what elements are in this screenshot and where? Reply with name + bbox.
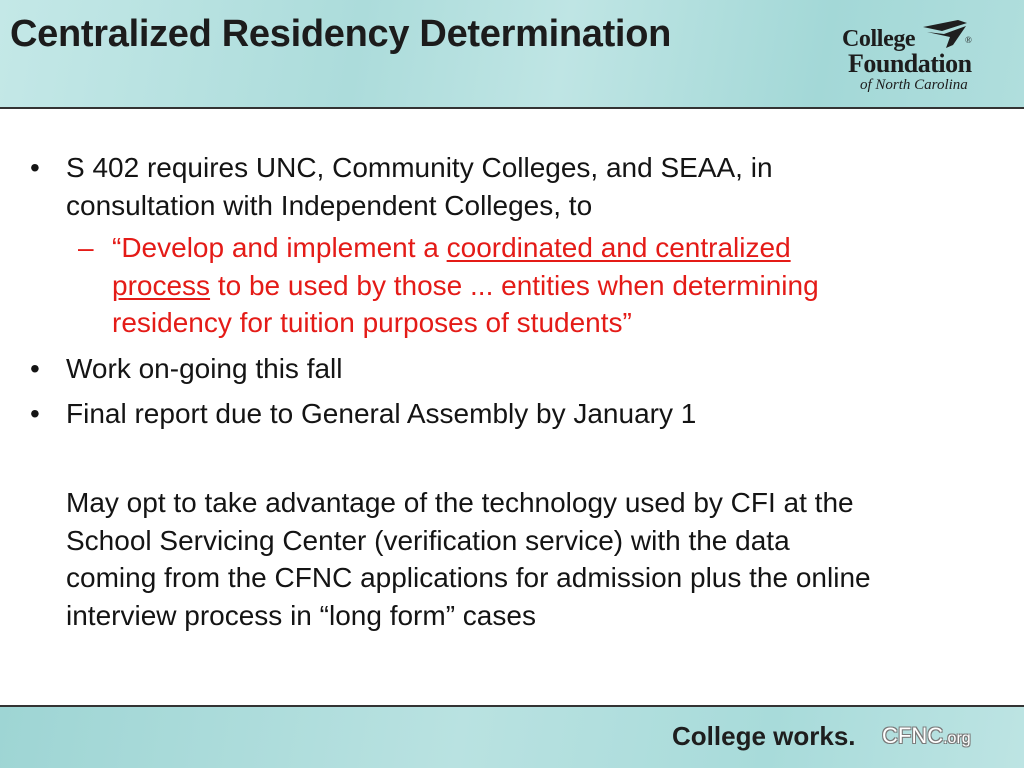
note-line: School Servicing Center (verification service) with the data [66, 524, 790, 556]
note-text [66, 484, 871, 634]
underlined-phrase: coordinated and centralized [446, 232, 791, 263]
underlined-phrase: process [112, 269, 211, 301]
note-line: interview process in “long form” cases [66, 599, 536, 631]
note-line: May opt to take advantage of the technology used by CFI at the [66, 487, 854, 518]
logo-subtitle-text: of North Carolina [860, 77, 968, 93]
quote-text: “Develop and implement a [112, 232, 447, 263]
slide-title: Centralized Residency Determination [10, 13, 672, 55]
bullet-marker: • [30, 353, 40, 384]
quote-text: to be used by those ... entities when determining [210, 269, 819, 301]
bullet-line: Final report due to General Assembly by January 1 [66, 398, 697, 429]
quote-line [112, 229, 819, 267]
site-suffix: .org [943, 730, 971, 747]
logo-foundation-text: Foundation [848, 49, 972, 78]
sub-bullet-text [112, 229, 819, 342]
bullet-marker: • [30, 152, 40, 183]
footer-tagline: College works. [672, 721, 856, 751]
bullet-marker: • [30, 398, 40, 429]
logo-college-text: College [842, 26, 916, 52]
quote-line [112, 267, 819, 305]
slide-footer [0, 705, 1024, 768]
bullet-line: Work on-going this fall [66, 353, 343, 384]
bullet-line: consultation with Independent Colleges, to [66, 189, 593, 221]
quote-line: residency for tuition purposes of students” [112, 307, 632, 338]
note-line: coming from the CFNC applications for admission plus the online [66, 562, 871, 593]
bullet-line: S 402 requires UNC, Community Colleges, and SEAA, in [66, 152, 773, 183]
bullet-text [66, 395, 696, 433]
mortarboard-icon [922, 19, 968, 49]
bullet-text [66, 350, 343, 388]
footer-site-logo [882, 722, 971, 753]
cfnc-logo [836, 16, 986, 96]
slide-header [0, 0, 1024, 109]
registered-mark: ® [965, 35, 972, 45]
site-name: CFNC [882, 723, 944, 748]
sub-bullet-marker: – [78, 232, 94, 263]
bullet-text [66, 149, 773, 224]
